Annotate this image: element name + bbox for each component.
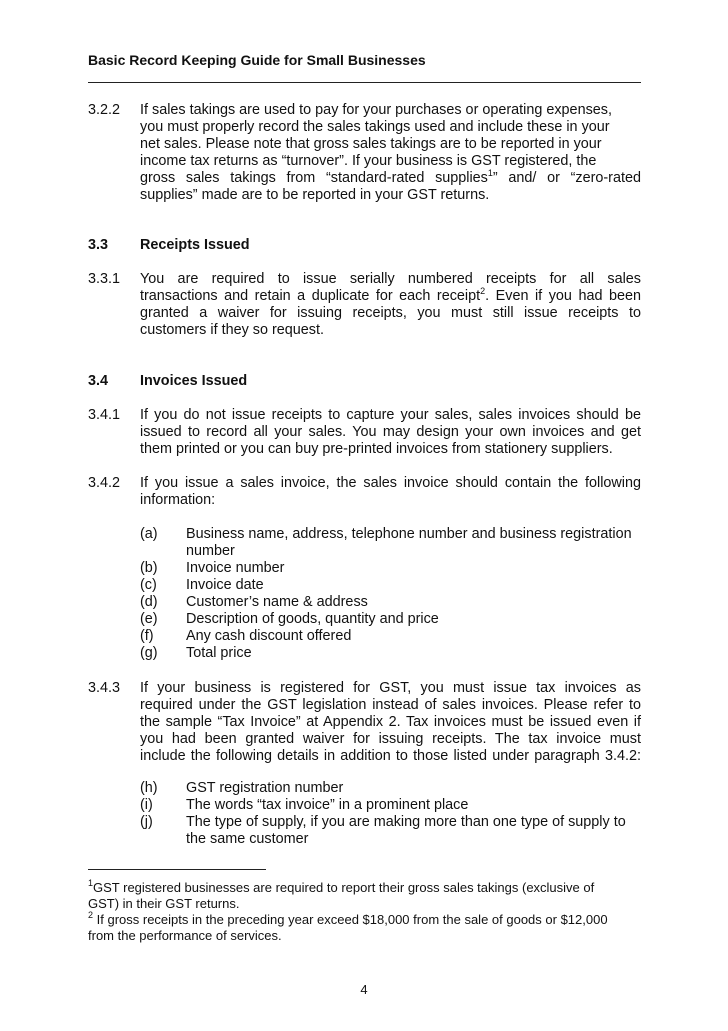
paragraph-line: them printed or you can buy pre-printed invoices from stationery suppliers.	[140, 441, 613, 457]
footnote-2	[88, 912, 648, 928]
footnote-text: GST registered businesses are required to report their gross sales takings (exclusive of	[93, 880, 595, 895]
paragraph-line: You are required to issue serially numbered receipts for all sales	[140, 271, 641, 287]
footnote-divider	[88, 869, 266, 870]
list-text: Customer’s name & address	[186, 594, 368, 610]
paragraph-line: If you issue a sales invoice, the sales invoice should contain the following	[140, 475, 641, 491]
paragraph-line: If your business is registered for GST, you must issue tax invoices as	[140, 680, 641, 696]
footnote-mark: 1	[88, 878, 94, 888]
list-label: (j)	[140, 814, 153, 830]
list-label: (h)	[140, 780, 158, 796]
list-label: (b)	[140, 560, 158, 576]
list-label: (d)	[140, 594, 158, 610]
line-text: . Even if you had been	[485, 288, 641, 304]
paragraph-line	[140, 288, 641, 305]
paragraph-line: supplies” made are to be reported in your GST returns.	[140, 187, 490, 203]
paragraph-line: net sales. Please note that gross sales takings are to be reported in your	[140, 136, 602, 152]
paragraph-line: include the following details in addition to those listed under paragraph 3.4.2:	[140, 748, 641, 764]
list-text: the same customer	[186, 831, 309, 847]
line-text: ” and/ or “zero-rated	[492, 170, 641, 186]
line-text: gross sales takings from “standard-rated supplies	[140, 170, 488, 186]
section-number: 3.4	[88, 373, 109, 389]
list-label: (e)	[140, 611, 158, 627]
line-text: transactions and retain a duplicate for each receipt	[140, 288, 481, 304]
list-text: GST registration number	[186, 780, 344, 796]
list-text: Invoice number	[186, 560, 285, 576]
paragraph-line: information:	[140, 492, 216, 508]
paragraph-number: 3.4.3	[88, 680, 121, 696]
paragraph-line: required under the GST legislation instead of sales invoices. Please refer to	[140, 697, 641, 713]
header-divider	[88, 82, 641, 83]
paragraph-line: granted a waiver for issuing receipts, you must still issue receipts to	[140, 305, 641, 321]
paragraph-line: If sales takings are used to pay for your purchases or operating expenses,	[140, 102, 612, 118]
footnote-mark: 2	[88, 910, 94, 920]
paragraph-line: the sample “Tax Invoice” at Appendix 2. Tax invoices must be issued even if	[140, 714, 641, 730]
paragraph-number: 3.2.2	[88, 102, 121, 118]
section-title: Receipts Issued	[140, 237, 250, 253]
list-text: Business name, address, telephone number and business registration	[186, 526, 632, 542]
list-label: (g)	[140, 645, 158, 661]
list-text: Invoice date	[186, 577, 264, 593]
list-text: number	[186, 543, 235, 559]
page-number: 4	[360, 982, 368, 997]
paragraph-line: issued to record all your sales. You may design your own invoices and get	[140, 424, 641, 440]
paragraph-line: If you do not issue receipts to capture your sales, sales invoices should be	[140, 407, 641, 423]
list-text: Description of goods, quantity and price	[186, 611, 439, 627]
list-label: (c)	[140, 577, 157, 593]
list-text: Total price	[186, 645, 252, 661]
footnote-text: If gross receipts in the preceding year exceed $18,000 from the sale of goods or $12,000	[93, 912, 608, 927]
paragraph-number: 3.4.2	[88, 475, 121, 491]
list-text: The words “tax invoice” in a prominent place	[186, 797, 469, 813]
paragraph-line	[140, 170, 641, 187]
paragraph-number: 3.4.1	[88, 407, 121, 423]
list-label: (i)	[140, 797, 153, 813]
section-title: Invoices Issued	[140, 373, 248, 389]
paragraph-line: customers if they so request.	[140, 322, 324, 338]
list-label: (f)	[140, 628, 154, 644]
paragraph-line: you must properly record the sales takings used and include these in your	[140, 119, 610, 135]
paragraph-line: income tax returns as “turnover”. If your business is GST registered, the	[140, 153, 597, 169]
footnote-1	[88, 880, 648, 896]
footnote-ref-2[interactable]: 2	[480, 286, 486, 296]
footnote-ref-1[interactable]: 1	[487, 168, 493, 178]
paragraph-line: you had been granted waiver for issuing receipts. The tax invoice must	[140, 731, 641, 747]
paragraph-number: 3.3.1	[88, 271, 121, 287]
section-number: 3.3	[88, 237, 109, 253]
running-header: Basic Record Keeping Guide for Small Businesses	[88, 52, 426, 68]
footnote-2-continued: from the performance of services.	[88, 928, 282, 943]
list-text: Any cash discount offered	[186, 628, 352, 644]
list-text: The type of supply, if you are making more than one type of supply to	[186, 814, 626, 830]
list-label: (a)	[140, 526, 158, 542]
footnote-1-continued: GST) in their GST returns.	[88, 896, 240, 911]
